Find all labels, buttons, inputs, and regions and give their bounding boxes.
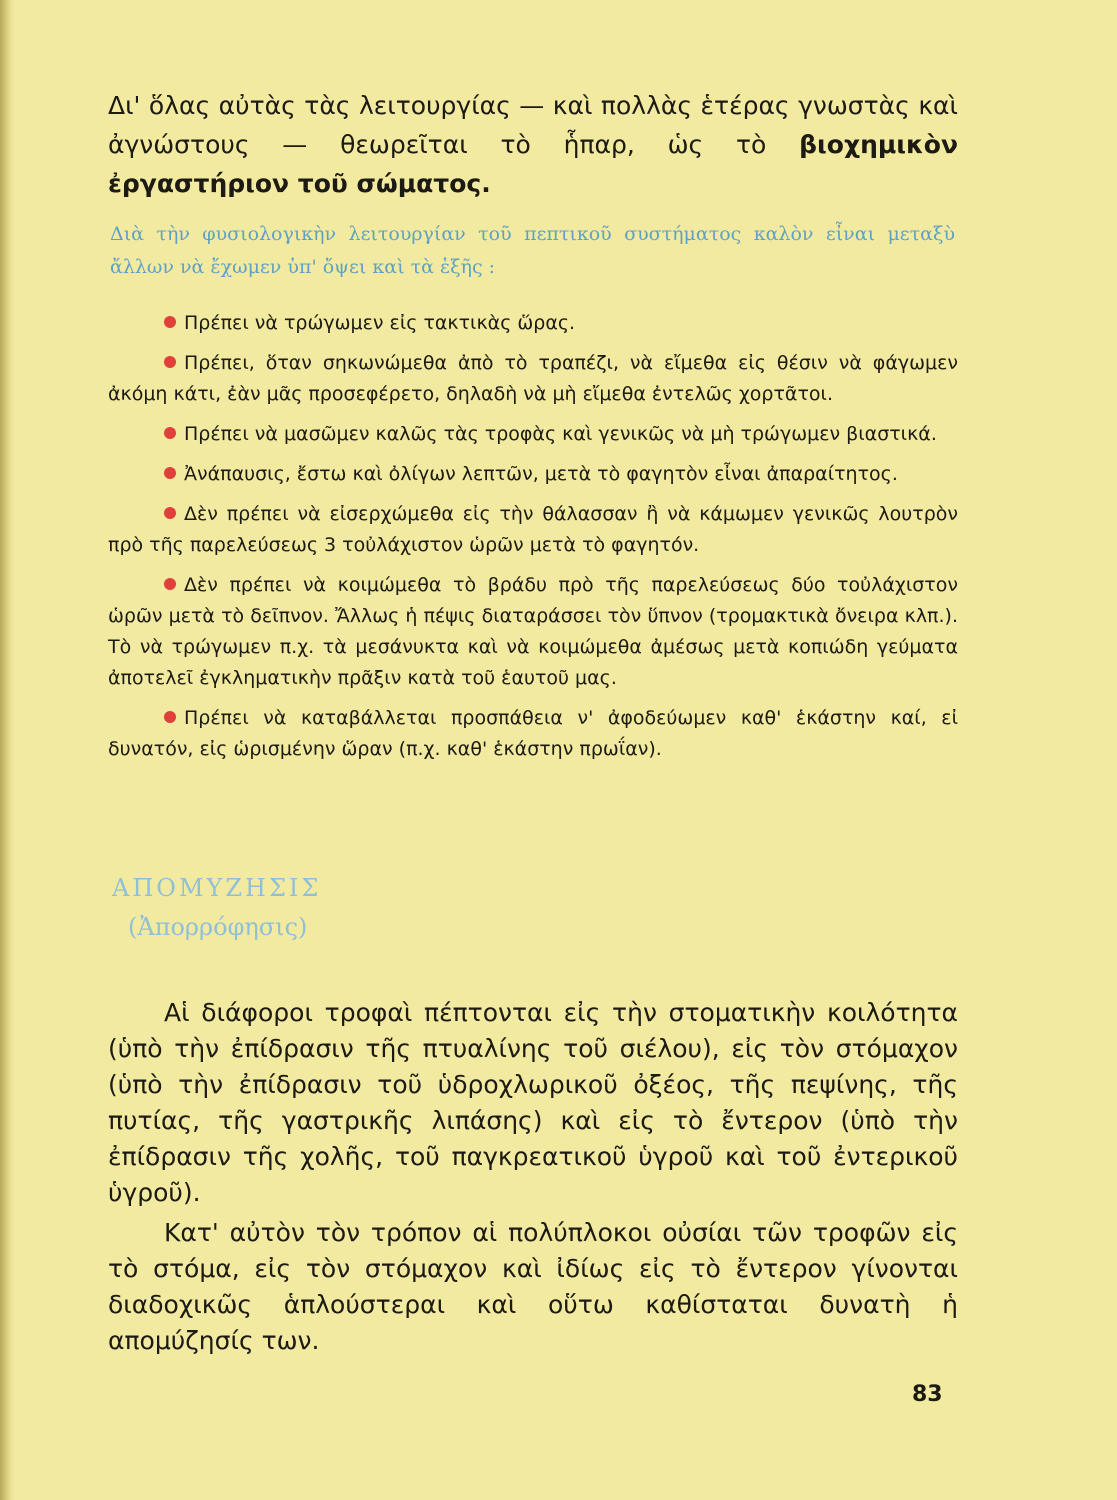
page-number: 83 [912,1382,943,1407]
section-title: ΑΠΟΜΥΖΗΣΙΣ [112,874,322,902]
bullet-icon [164,356,176,368]
bullet-icon [164,578,176,590]
bullet-icon [164,711,176,723]
list-item [108,703,958,765]
section-body [108,995,958,1363]
paragraph: Κατ' αὐτὸν τὸν τρόπον αἱ πολύπλοκοι οὐσίαι τῶν τροφῶν εἰς τὸ στόμα, εἰς τὸν στόμαχον καὶ ἰδίως εἰς τὸ ἔντερον γίνονται διαδοχικῶς ἁπλούστεραι καὶ οὕτω καθίσταται δυνατὴ ἡ απομύζησίς των. [108,1218,958,1355]
bullet-icon [164,507,176,519]
list-item [108,570,958,694]
page-binding-edge [0,0,14,1500]
section-subtitle: (Ἀπορρόφησις) [128,913,308,941]
intro-bold-text: βιοχημικὸν ἐργαστήριον τοῦ σώματος. [108,130,958,198]
list-item [108,348,958,410]
list-item-text: Πρέπει νὰ τρώγωμεν εἰς τακτικὰς ὥρας. [184,312,576,334]
list-item [108,459,958,490]
rules-list [108,308,958,774]
intro-paragraph [108,86,958,203]
list-item-text: Δὲν πρέπει νὰ κοιμώμεθα τὸ βράδυ πρὸ τῆς παρελεύσεως δύο τοὐλάχιστον ὡρῶν μετὰ τὸ δεῖπνον. Ἄλλως ἡ πέψις διαταράσσει τὸν ὕπνον (τρομακτικὰ ὄνειρα κλπ.). Τὸ νὰ τρώγωμεν π.χ. τὰ μεσάνυκτα καὶ νὰ κοιμώμεθα ἀμέσως μετὰ κοπιώδη γεύματα ἀποτελεῖ ἐγκληματικὴν πρᾶξιν κατὰ τοῦ ἑαυτοῦ μας. [108,574,958,689]
list-item-text: Πρέπει, ὅταν σηκωνώμεθα ἀπὸ τὸ τραπέζι, νὰ εἴμεθα εἰς θέσιν νὰ φάγωμεν ἀκόμη κάτι, ἐὰν μᾶς προσεφέρετο, δηλαδὴ νὰ μὴ εἴμεθα ἐντελῶς χορτᾶτοι. [108,352,958,405]
bullet-icon [164,427,176,439]
list-item-text: Πρέπει νὰ μασῶμεν καλῶς τὰς τροφὰς καὶ γενικῶς νὰ μὴ τρώγωμεν βιαστικά. [184,423,937,445]
list-item [108,419,958,450]
advice-intro: Διὰ τὴν φυσιολογικὴν λειτουργίαν τοῦ πεπτικοῦ συστήματος καλὸν εἶναι μεταξὺ ἄλλων νὰ ἔχωμεν ὑπ' ὄψει καὶ τὰ ἑξῆς : [110,223,955,278]
list-item [108,308,958,339]
bullet-icon [164,316,176,328]
list-item-text: Δὲν πρέπει νὰ εἰσερχώμεθα εἰς τὴν θάλασσαν ἢ νὰ κάμωμεν γενικῶς λουτρὸν πρὸ τῆς παρελεύσεως 3 τοὐλάχιστον ὡρῶν μετὰ τὸ φαγητόν. [108,503,958,556]
list-item-text: Πρέπει νὰ καταβάλλεται προσπάθεια ν' ἀφοδεύωμεν καθ' ἑκάστην καί, εἰ δυνατόν, εἰς ὡρισμένην ὥραν (π.χ. καθ' ἑκάστην πρωΐαν). [108,707,958,760]
paragraph: Αἱ διάφοροι τροφαὶ πέπτονται εἰς τὴν στοματικὴν κοιλότητα (ὑπὸ τὴν ἐπίδρασιν τῆς πτυαλίνης τοῦ σιέλου), εἰς τὸν στόμαχον (ὑπὸ τὴν ἐπίδρασιν τοῦ ὑδροχλωρικοῦ ὀξέος, τῆς πεψίνης, τῆς πυτίας, τῆς γαστρικῆς λιπάσης) καὶ εἰς τὸ ἔντερον (ὑπὸ τὴν ἐπίδρασιν τῆς χολῆς, τοῦ παγκρεατικοῦ ὑγροῦ καὶ τοῦ ἐντερικοῦ ὑγροῦ). [108,998,958,1207]
list-item-text: Ἀνάπαυσις, ἔστω καὶ ὀλίγων λεπτῶν, μετὰ τὸ φαγητὸν εἶναι ἀπαραίτητος. [184,463,898,485]
intro-text: Δι' ὅλας αὐτὰς τὰς λειτουργίας — καὶ πολλὰς ἑτέρας γνωστὰς καὶ ἀγνώστους — θεωρεῖται τὸ ἧπαρ, ὡς τὸ [108,91,958,159]
bullet-icon [164,467,176,479]
list-item [108,499,958,561]
